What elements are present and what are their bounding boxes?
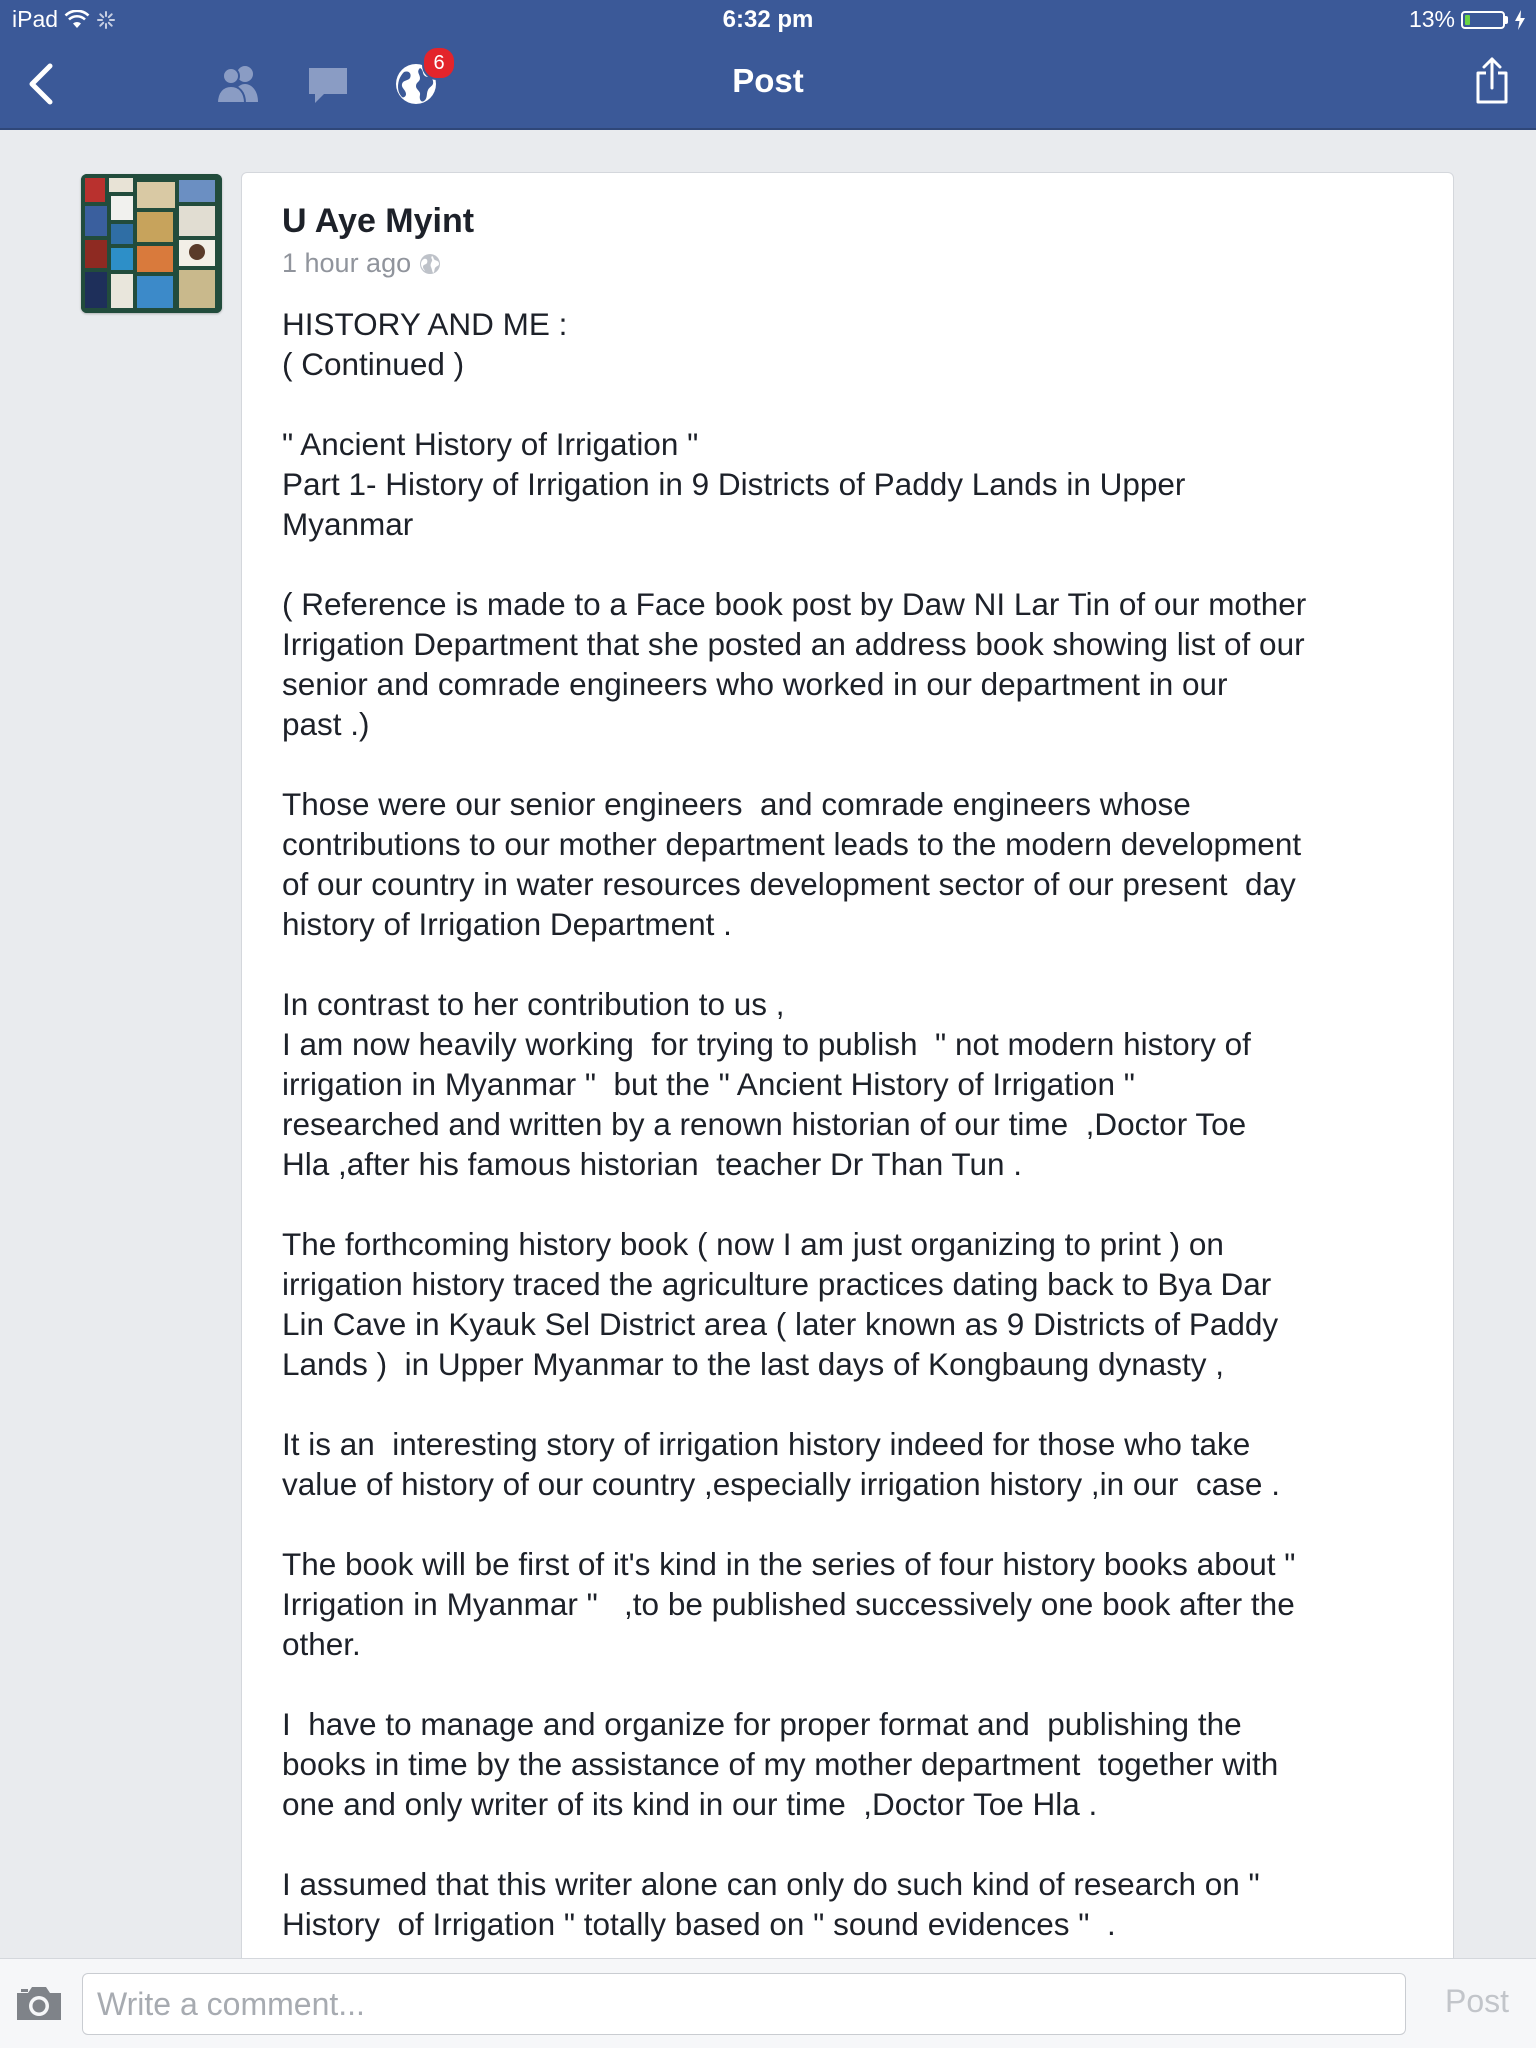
nav-title: Post	[732, 62, 804, 99]
public-globe-icon	[419, 253, 441, 275]
post-text-line: past .)	[282, 706, 370, 742]
post-text-line: history of Irrigation Department .	[282, 906, 732, 942]
post-text-line: History of Irrigation " totally based on " sound evidences " .	[282, 1906, 1116, 1942]
post-text-line: The forthcoming history book ( now I am just organizing to print ) on	[282, 1226, 1224, 1262]
post-time[interactable]: 1 hour ago	[282, 248, 412, 278]
post-paragraph	[282, 1704, 1432, 1824]
post-text-line: researched and written by a renown historian of our time ,Doctor Toe	[282, 1106, 1247, 1142]
post-text-line: Lin Cave in Kyauk Sel District area ( later known as 9 Districts of Paddy	[282, 1306, 1279, 1342]
post-text-line: of our country in water resources development sector of our present day	[282, 866, 1296, 902]
post-comment-button[interactable]: Post	[1444, 1983, 1510, 2019]
avatar-collage-image	[81, 174, 222, 313]
post-author-name[interactable]: U Aye Myint	[282, 202, 475, 240]
post-text-line: Myanmar	[282, 506, 414, 542]
comment-bar	[0, 1958, 1536, 2048]
comment-input[interactable]	[82, 1973, 1406, 2035]
post-text-line: I have to manage and organize for proper format and publishing the	[282, 1706, 1242, 1742]
post-text-line: irrigation history traced the agriculture practices dating back to Bya Dar	[282, 1266, 1272, 1302]
status-time: 6:32 pm	[722, 6, 814, 33]
post-text-line: contributions to our mother department leads to the modern development	[282, 826, 1302, 862]
post-text-line: The book will be first of it's kind in the series of four history books about "	[282, 1546, 1296, 1582]
post-paragraph	[282, 584, 1432, 744]
post-text-line: ( Continued )	[282, 346, 465, 382]
post-paragraph	[282, 1864, 1432, 1944]
post-text-line: Hla ,after his famous historian teacher Dr Than Tun .	[282, 1146, 1023, 1182]
post-text-line: I am now heavily working for trying to publish " not modern history of	[282, 1026, 1251, 1062]
post-text-line: books in time by the assistance of my mother department together with	[282, 1746, 1279, 1782]
device-name: iPad	[12, 6, 59, 32]
post-text-line: other.	[282, 1626, 361, 1662]
post-body	[282, 304, 1432, 1984]
post-text-line: ( Reference is made to a Face book post by Daw NI Lar Tin of our mother	[282, 586, 1307, 622]
post-text-line: Part 1- History of Irrigation in 9 Districts of Paddy Lands in Upper	[282, 466, 1186, 502]
battery-level	[1465, 15, 1470, 25]
post-paragraph	[282, 304, 1432, 384]
battery-icon	[1461, 11, 1508, 29]
post-text-line: Irrigation Department that she posted an address book showing list of our	[282, 626, 1305, 662]
post-text-line: HISTORY AND ME :	[282, 306, 568, 342]
post-paragraph	[282, 1424, 1432, 1504]
post-paragraph	[282, 984, 1432, 1184]
post-text-line: Irrigation in Myanmar " ,to be published successively one book after the	[282, 1586, 1295, 1622]
top-bar	[0, 0, 1536, 130]
battery-percent: 13%	[1408, 6, 1455, 32]
post-paragraph	[282, 1544, 1432, 1664]
notifications-badge: 6	[422, 46, 456, 80]
post-text-line: Those were our senior engineers and comrade engineers whose	[282, 786, 1191, 822]
post-paragraph	[282, 1224, 1432, 1384]
post-text-line: " Ancient History of Irrigation "	[282, 426, 699, 462]
post-text-line: one and only writer of its kind in our time ,Doctor Toe Hla .	[282, 1786, 1098, 1822]
post-text-line: It is an interesting story of irrigation history indeed for those who take	[282, 1426, 1251, 1462]
author-avatar[interactable]	[81, 174, 222, 313]
share-icon[interactable]	[1474, 55, 1510, 105]
post-text-line: irrigation in Myanmar " but the " Ancient History of Irrigation "	[282, 1066, 1135, 1102]
post-text-line: In contrast to her contribution to us ,	[282, 986, 785, 1022]
post-text-line: value of history of our country ,especially irrigation history ,in our case .	[282, 1466, 1280, 1502]
charging-bolt-icon	[1514, 10, 1526, 30]
post-text-line: I assumed that this writer alone can only do such kind of research on "	[282, 1866, 1260, 1902]
post-text-line: Lands ) in Upper Myanmar to the last days of Kongbaung dynasty ,	[282, 1346, 1225, 1382]
post-paragraph	[282, 784, 1432, 944]
status-battery	[1409, 6, 1526, 33]
camera-icon[interactable]	[14, 1983, 64, 2023]
post-meta	[282, 248, 441, 279]
post-text-line: senior and comrade engineers who worked in our department in our	[282, 666, 1228, 702]
post-paragraph	[282, 424, 1432, 544]
